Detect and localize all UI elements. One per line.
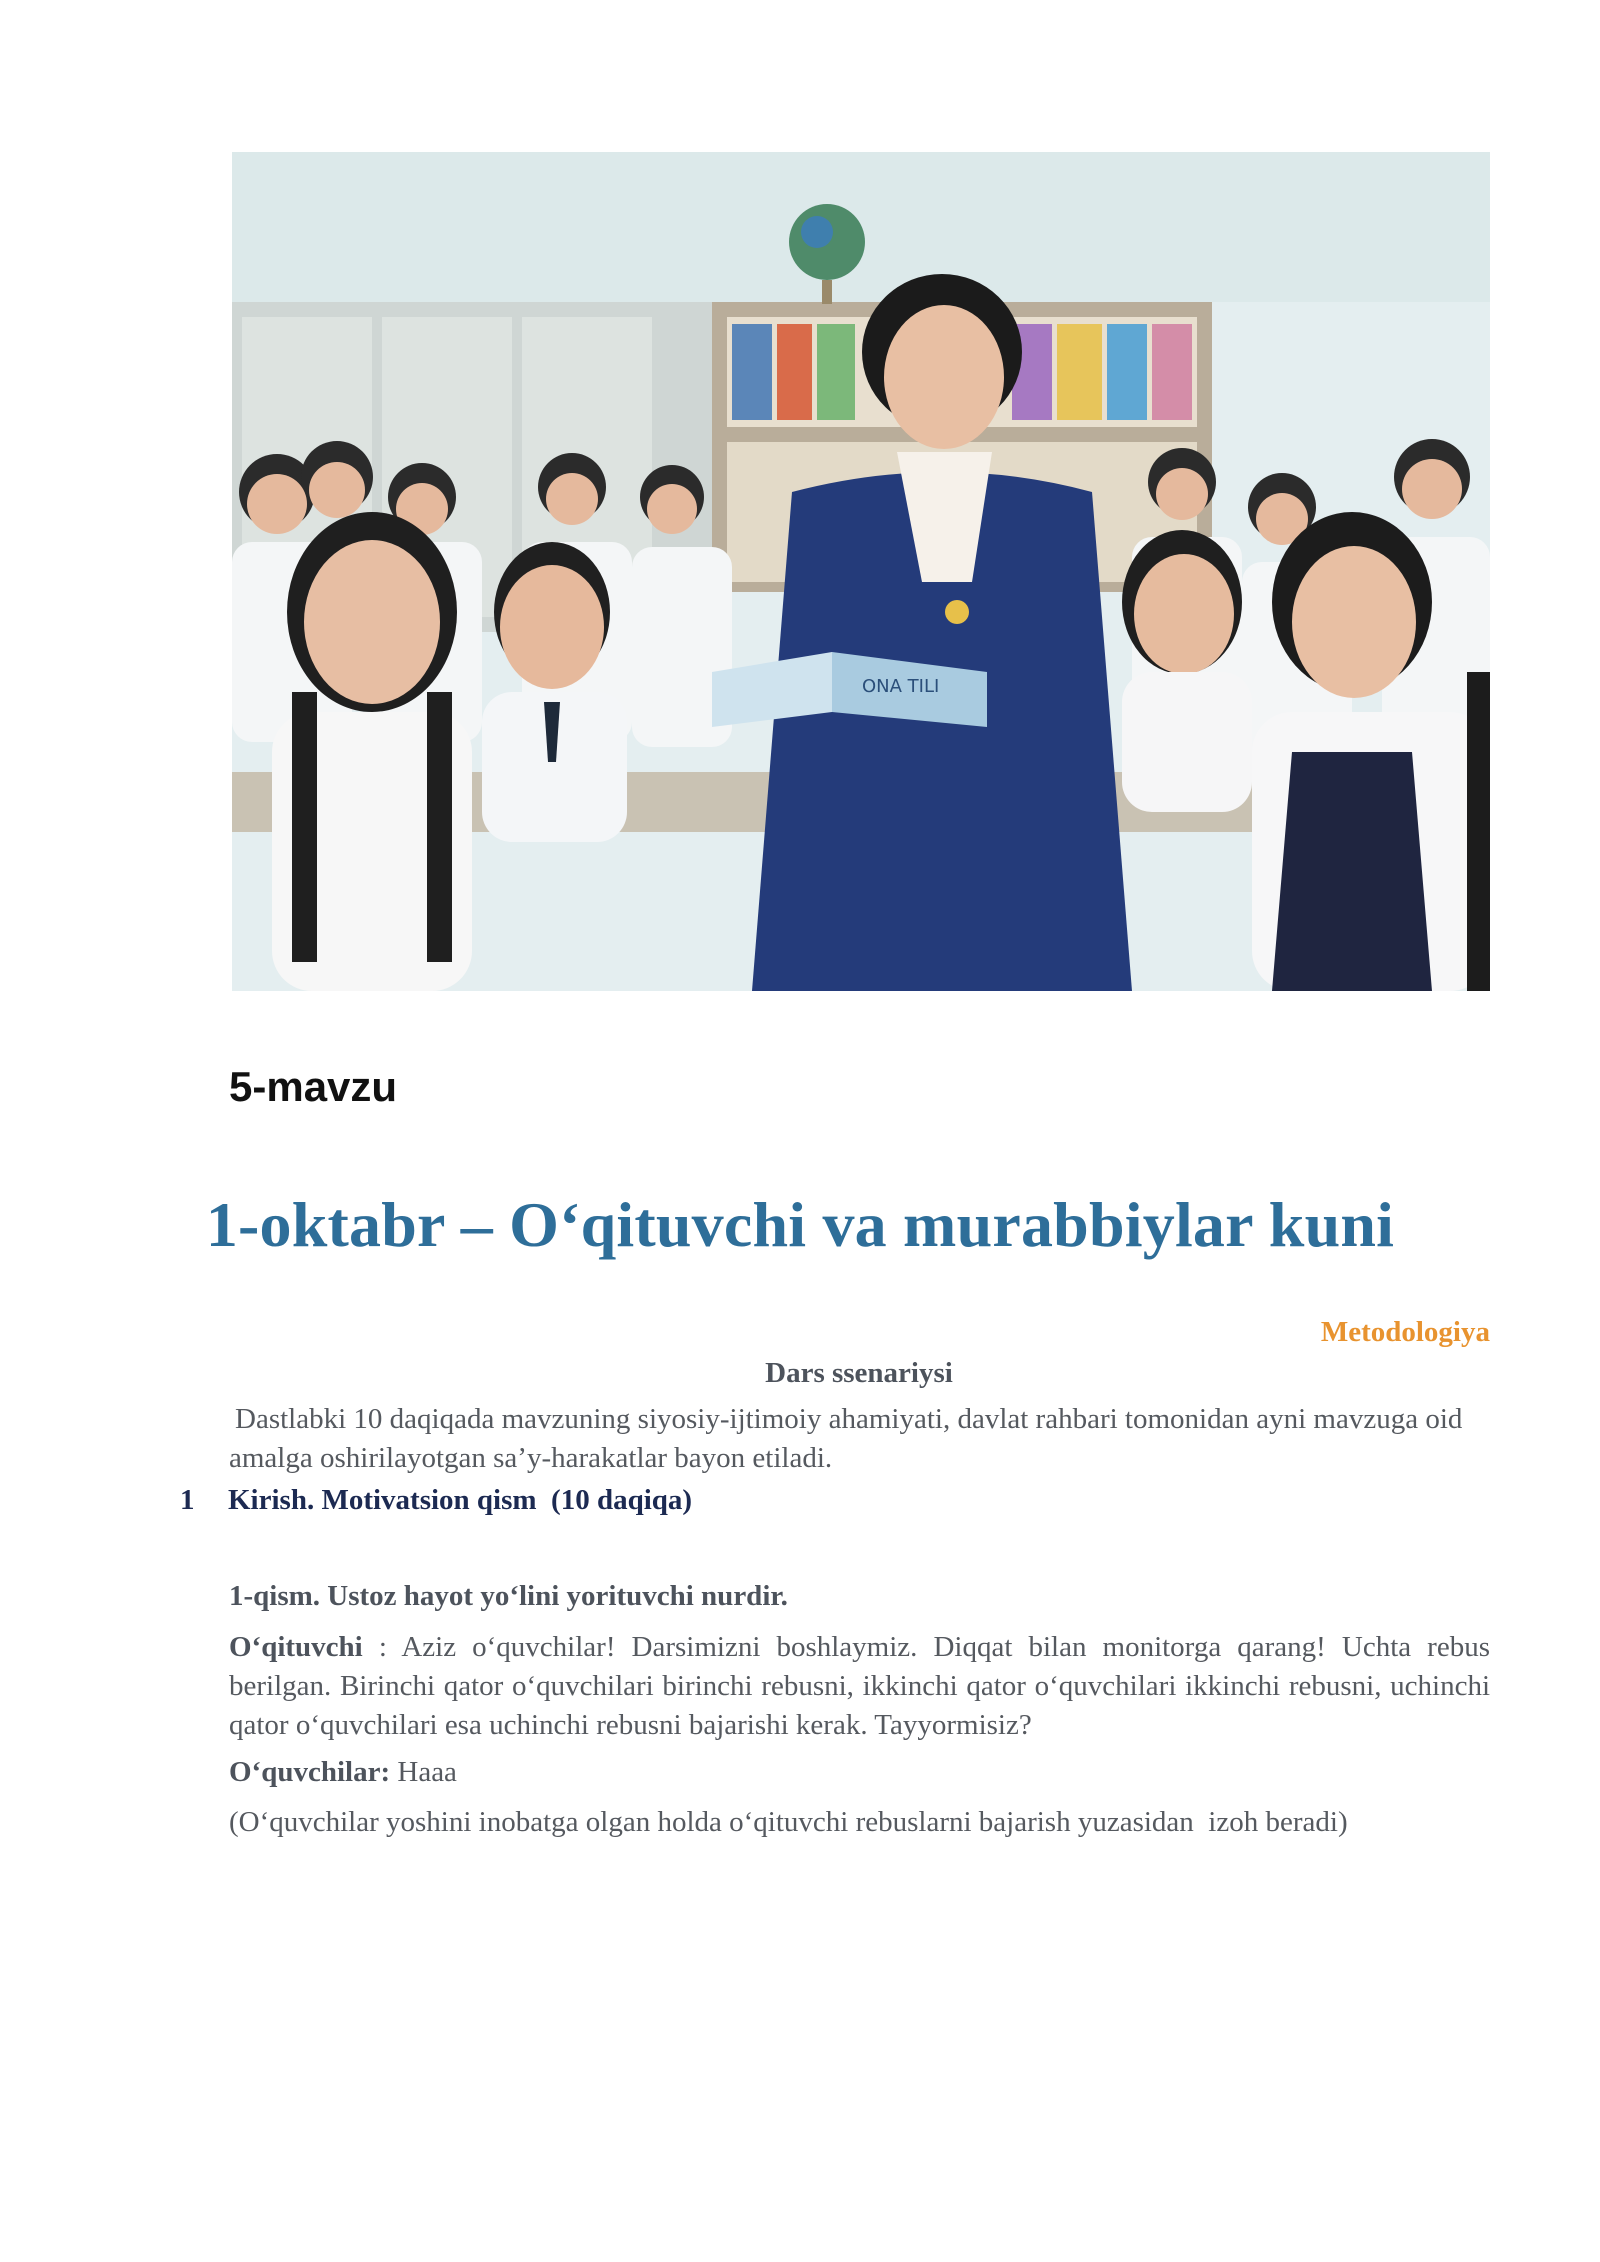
classroom-photo <box>232 152 1490 991</box>
pupils-line <box>229 1756 457 1789</box>
pupils-text: Haaa <box>390 1756 457 1788</box>
section-number: 1 <box>180 1484 195 1516</box>
section-heading <box>180 1484 692 1517</box>
part-heading: 1-qism. Ustoz hayot yo‘lini yorituvchi nurdir. <box>229 1580 788 1612</box>
page-title: 1-oktabr – O‘qituvchi va murabbiylar kuni <box>205 1189 1395 1260</box>
classroom-illustration <box>232 152 1490 991</box>
pupils-label: O‘quvchilar: <box>229 1756 391 1788</box>
topic-number: 5-mavzu <box>229 1063 398 1110</box>
note-paragraph: (O‘quvchilar yoshini inobatga olgan holda o‘qituvchi rebuslarni bajarish yuzasidan izoh beradi) <box>229 1806 1348 1838</box>
intro-paragraph: Dastlabki 10 daqiqada mavzuning siyosiy-ijtimoiy ahamiyati, davlat rahbari tomonidan ayni mavzuga oid amalga oshirilayotgan sa’y-harakatlar bayon etiladi. <box>229 1403 1463 1474</box>
teacher-text: : Aziz o‘quvchilar! Darsimizni boshlaymiz. Diqqat bilan monitorga qarang! Uchta rebus berilgan. Birinchi qator o‘quvchilari birinchi rebusni, ikkinchi qator o‘quvchilari ikkinchi rebusni, uchinchi qator o‘quvchilari esa uchinchi rebusni bajarishi kerak. Tayyormisiz? <box>229 1631 1490 1741</box>
teacher-line <box>229 1628 1490 1745</box>
book-cover-text: ONA TILI <box>862 676 940 697</box>
subtitle: Dars ssenariysi <box>765 1357 953 1389</box>
category-label: Metodologiya <box>1320 1316 1490 1348</box>
teacher-label: O‘qituvchi <box>229 1631 363 1663</box>
section-title: Kirish. Motivatsion qism (10 daqiqa) <box>228 1484 693 1516</box>
